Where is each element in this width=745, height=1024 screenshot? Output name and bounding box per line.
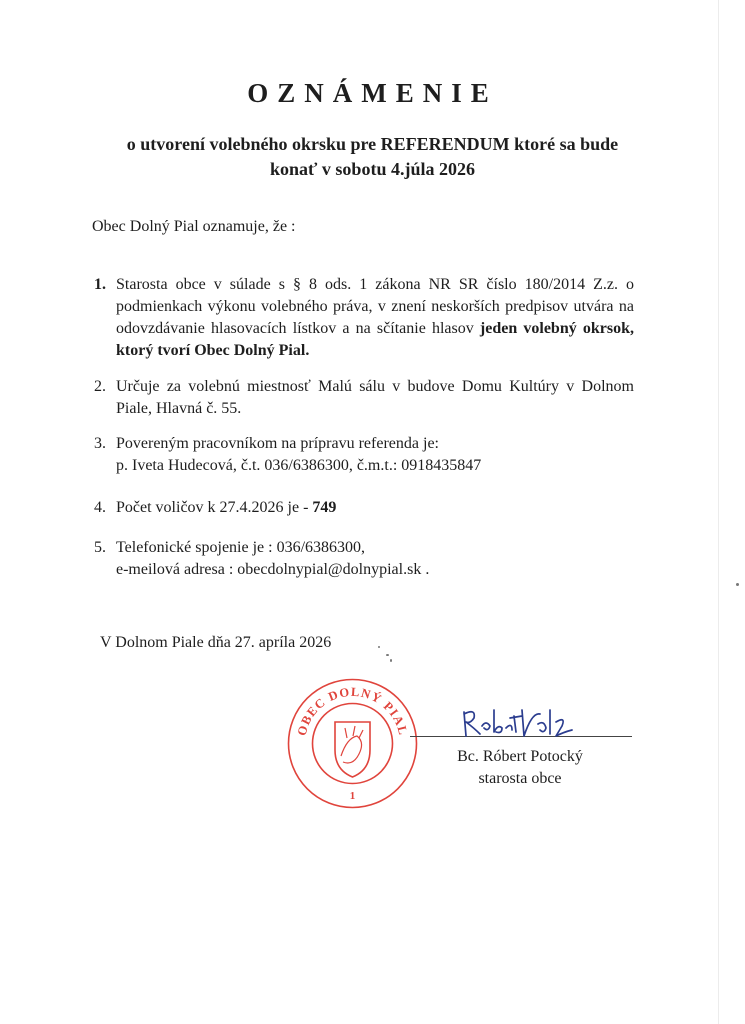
item-number: 1. [94, 276, 106, 293]
item-number: 3. [94, 435, 106, 452]
subtitle-line-2: konať v sobotu 4.júla 2026 [270, 159, 475, 179]
item-text-regular: Starosta obce v súlade s § 8 ods. 1 zákona NR SR číslo 180/2014 Z.z. o podmienkach výkonu volebného práva, v znení neskorších predpisov utvára na odovzdávanie hlasovacích lístkov a na sčítanie hlasov [116, 276, 634, 337]
item-line-2: p. Iveta Hudecová, č.t. 036/6386300, č.m.t.: 0918435847 [116, 457, 482, 474]
item-number: 4. [94, 499, 106, 516]
document-subtitle [90, 132, 655, 182]
item-text [116, 497, 634, 519]
item-number: 5. [94, 539, 106, 556]
scan-speck [378, 646, 380, 648]
place-date: V Dolnom Piale dňa 27. apríla 2026 [100, 634, 332, 651]
item-text-regular: Počet voličov k 27.4.2026 je - [116, 499, 313, 516]
item-text-bold: jeden volebný okrsok, ktorý tvorí Obec Dolný Pial. [116, 320, 635, 359]
voter-count: 749 [312, 499, 337, 516]
handwritten-signature [458, 702, 578, 744]
list-item-3 [94, 433, 634, 477]
list-item-1 [94, 274, 634, 362]
item-number: 2. [94, 378, 106, 395]
list-item-4 [94, 497, 634, 519]
item-line-1: Telefonické spojenie je : 036/6386300, [116, 539, 366, 556]
item-line-2: e-meilová adresa : obecdolnypial@dolnypial.sk . [116, 561, 430, 578]
stamp-number: 1 [349, 790, 356, 802]
scan-speck [736, 583, 739, 586]
scan-edge-line [718, 0, 719, 1024]
signer-name: Bc. Róbert Potocký [457, 748, 583, 765]
item-text [116, 274, 634, 362]
scan-speck [386, 654, 389, 656]
signer-role: starosta obce [478, 770, 562, 787]
intro-text: Obec Dolný Pial oznamuje, že : [92, 218, 296, 235]
official-stamp [285, 676, 420, 811]
item-line-1: Povereným pracovníkom na prípravu referenda je: [116, 435, 439, 452]
subtitle-line-1: o utvorení volebného okrsku pre REFERENDUM ktoré sa bude [126, 134, 619, 154]
scan-speck [390, 659, 392, 662]
stamp-text: OBEC DOLNÝ PIAL [294, 684, 411, 738]
list-item-2 [94, 376, 634, 420]
list-item-5 [94, 537, 634, 581]
document-title: OZNÁMENIE [247, 78, 498, 108]
item-text: Určuje za volebnú miestnosť Malú sálu v budove Domu Kultúry v Dolnom Piale, Hlavná č. 55. [116, 378, 634, 417]
